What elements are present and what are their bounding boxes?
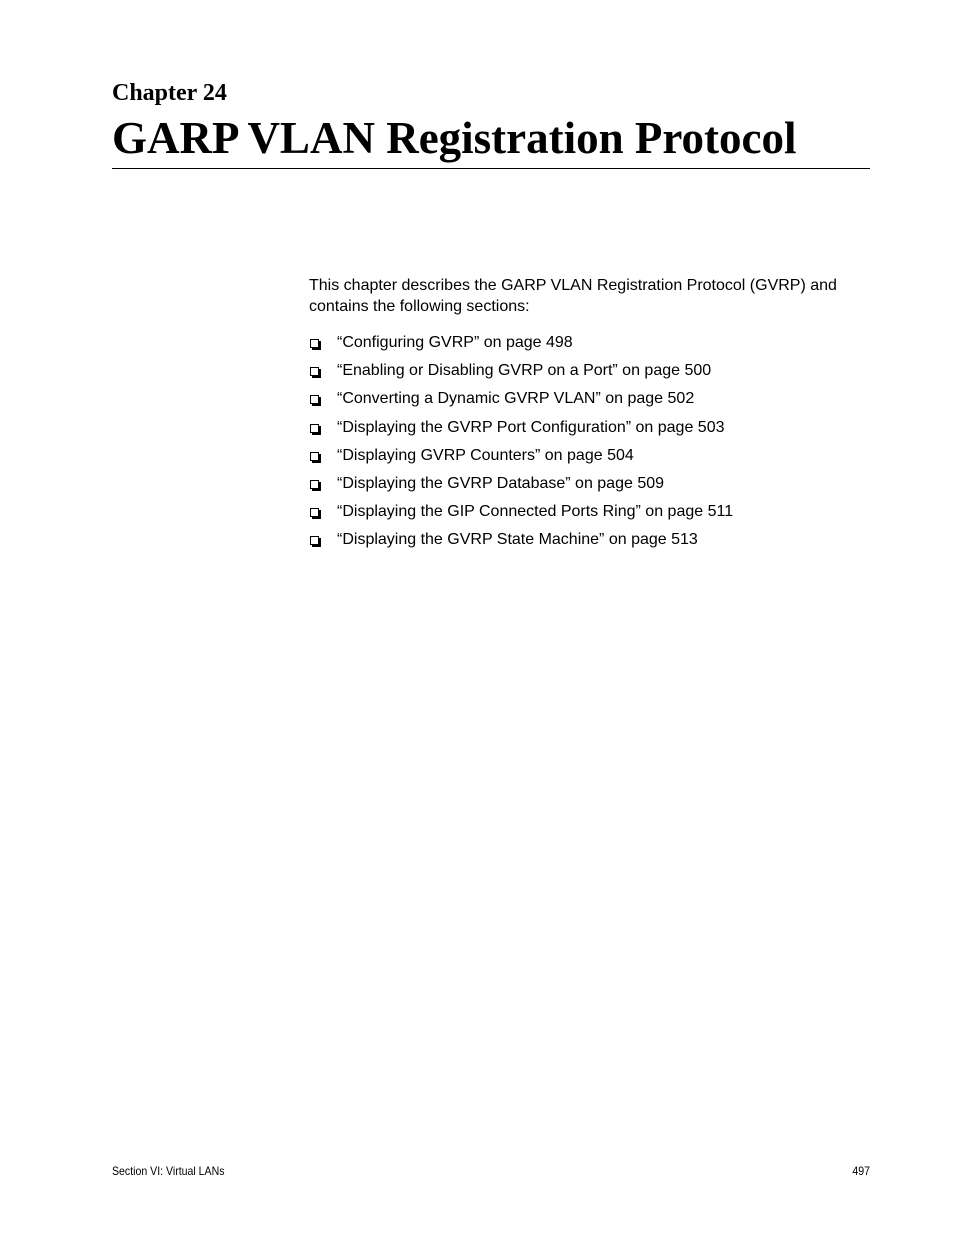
chapter-label: Chapter 24 [112, 80, 227, 106]
section-list [309, 332, 733, 558]
footer-section-name: Section VI: Virtual LANs [112, 1164, 225, 1178]
section-link-text: “Displaying the GVRP Database” on page 509 [337, 474, 665, 492]
section-link-text: “Enabling or Disabling GVRP on a Port” on page 500 [337, 362, 712, 380]
section-link-text: “Displaying the GVRP Port Configuration” on page 503 [337, 418, 725, 436]
section-link-text: “Converting a Dynamic GVRP VLAN” on page 502 [337, 390, 695, 408]
checkbox-bullet-icon [310, 424, 319, 433]
section-link-enabling-disabling-gvrp[interactable] [309, 360, 733, 388]
section-link-text: “Displaying the GVRP State Machine” on page 513 [337, 531, 698, 549]
title-divider [112, 168, 870, 169]
chapter-title: GARP VLAN Registration Protocol [112, 113, 797, 163]
section-link-text: “Displaying the GIP Connected Ports Ring” on page 511 [337, 503, 734, 521]
checkbox-bullet-icon [310, 508, 319, 517]
section-link-gip-ports-ring[interactable] [309, 501, 733, 529]
section-link-configuring-gvrp[interactable] [309, 332, 733, 360]
section-link-gvrp-state-machine[interactable] [309, 529, 733, 557]
section-link-text: “Configuring GVRP” on page 498 [337, 334, 573, 351]
section-link-gvrp-counters[interactable] [309, 445, 733, 473]
checkbox-bullet-icon [310, 367, 319, 376]
section-link-converting-dynamic-vlan[interactable] [309, 388, 733, 416]
checkbox-bullet-icon [310, 339, 319, 348]
section-link-port-configuration[interactable] [309, 417, 733, 445]
checkbox-bullet-icon [310, 452, 319, 461]
checkbox-bullet-icon [310, 536, 319, 545]
checkbox-bullet-icon [310, 480, 319, 489]
section-link-gvrp-database[interactable] [309, 473, 733, 501]
intro-paragraph: This chapter describes the GARP VLAN Registration Protocol (GVRP) and contains the following sections: [309, 277, 837, 315]
section-link-text: “Displaying GVRP Counters” on page 504 [337, 446, 634, 464]
footer-page-number: 497 [852, 1164, 870, 1178]
checkbox-bullet-icon [310, 395, 319, 404]
